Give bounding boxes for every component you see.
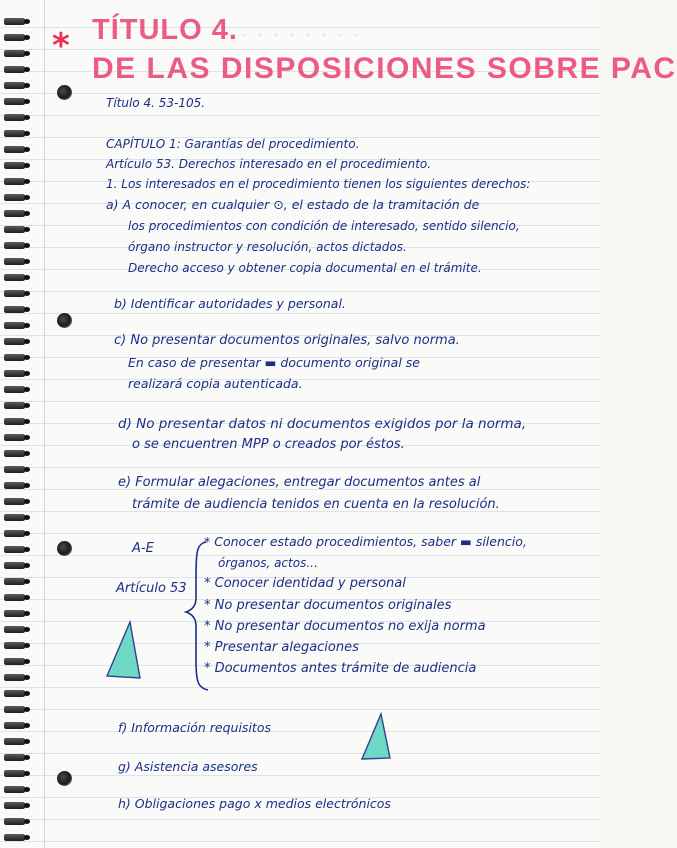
spiral-coil (4, 578, 26, 585)
summary-point: * No presentar documentos originales (204, 598, 452, 613)
spiral-coil (4, 306, 26, 313)
spiral-coil (4, 802, 26, 809)
spiral-coil (4, 450, 26, 457)
star-icon: * (52, 26, 70, 66)
item-h: h) Obligaciones pago x medios electrónicos (118, 796, 391, 811)
spiral-coil (4, 386, 26, 393)
item-a-line: los procedimientos con condición de interesado, sentido silencio, (128, 219, 520, 233)
spiral-coil (4, 818, 26, 825)
spiral-coil (4, 274, 26, 281)
spiral-coil (4, 770, 26, 777)
spiral-coil (4, 434, 26, 441)
article-heading: Artículo 53. Derechos interesado en el procedimiento. (106, 157, 432, 171)
spiral-coil (4, 482, 26, 489)
summary-point: * Documentos antes trámite de audiencia (204, 661, 477, 676)
spiral-coil (4, 610, 26, 617)
item-e-line: e) Formular alegaciones, entregar documentos antes al (118, 475, 481, 490)
item-b: b) Identificar autoridades y personal. (114, 296, 346, 311)
spiral-coil (4, 370, 26, 377)
spiral-coil (4, 210, 26, 217)
spiral-coil (4, 418, 26, 425)
spiral-coil (4, 18, 26, 25)
intro-line: 1. Los interesados en el procedimiento tienen los siguientes derechos: (106, 177, 531, 191)
spiral-coil (4, 594, 26, 601)
item-d-line: d) No presentar datos ni documentos exigidos por la norma, (118, 416, 527, 432)
summary-range: A-E (132, 541, 154, 556)
spiral-coil (4, 178, 26, 185)
spiral-coil (4, 354, 26, 361)
item-c-line: En caso de presentar ▬ documento original se (128, 355, 420, 370)
spiral-binding (0, 0, 40, 848)
teal-triangle-doodle (104, 620, 144, 682)
punch-hole (57, 771, 72, 786)
spiral-coil (4, 194, 26, 201)
item-g: g) Asistencia asesores (118, 759, 258, 774)
spiral-coil (4, 722, 26, 729)
item-f: f) Información requisitos (118, 720, 271, 735)
spiral-coil (4, 642, 26, 649)
spiral-coil (4, 338, 26, 345)
spiral-coil (4, 530, 26, 537)
item-c-line: c) No presentar documentos originales, salvo norma. (114, 333, 460, 348)
spiral-coil (4, 546, 26, 553)
bleed-through-text: · · · · · · · · (240, 18, 360, 48)
spiral-coil (4, 786, 26, 793)
spiral-coil (4, 562, 26, 569)
spiral-coil (4, 146, 26, 153)
spiral-coil (4, 242, 26, 249)
spiral-coil (4, 498, 26, 505)
margin-line (44, 0, 45, 848)
item-a-line: a) A conocer, en cualquier ⊙, el estado de la tramitación de (106, 197, 480, 212)
spiral-coil (4, 322, 26, 329)
punch-hole (57, 541, 72, 556)
spiral-coil (4, 754, 26, 761)
summary-point: * Presentar alegaciones (204, 640, 359, 655)
spiral-coil (4, 402, 26, 409)
spiral-coil (4, 66, 26, 73)
spiral-coil (4, 834, 26, 841)
spiral-coil (4, 50, 26, 57)
summary-point: * Conocer estado procedimientos, saber ▬ silencio, (204, 534, 527, 549)
spiral-coil (4, 290, 26, 297)
punch-hole (57, 85, 72, 100)
summary-label: Artículo 53 (116, 581, 187, 596)
item-c-line: realizará copia autenticada. (128, 376, 303, 391)
spiral-coil (4, 98, 26, 105)
item-a-line: órgano instructor y resolución, actos dictados. (128, 240, 407, 254)
item-d-line: o se encuentren MPP o creados por éstos. (132, 437, 405, 452)
spiral-coil (4, 162, 26, 169)
teal-triangle-doodle (358, 712, 394, 762)
summary-point: órganos, actos... (218, 556, 318, 570)
spiral-coil (4, 258, 26, 265)
title-line-1: TÍTULO 4. (92, 14, 238, 46)
spiral-coil (4, 514, 26, 521)
spiral-coil (4, 130, 26, 137)
spiral-coil (4, 82, 26, 89)
spiral-coil (4, 114, 26, 121)
spiral-coil (4, 738, 26, 745)
summary-point: * No presentar documentos no exija norma (204, 619, 486, 634)
punch-hole (57, 313, 72, 328)
spiral-coil (4, 34, 26, 41)
spiral-coil (4, 226, 26, 233)
spiral-coil (4, 706, 26, 713)
item-e-line: trámite de audiencia tenidos en cuenta en la resolución. (132, 497, 500, 512)
item-a-line: Derecho acceso y obtener copia documental en el trámite. (128, 261, 482, 275)
spiral-coil (4, 658, 26, 665)
spiral-coil (4, 690, 26, 697)
spiral-coil (4, 674, 26, 681)
chapter-heading: CAPÍTULO 1: Garantías del procedimiento. (106, 137, 360, 151)
title-reference: Título 4. 53-105. (106, 96, 206, 110)
spiral-coil (4, 466, 26, 473)
summary-point: * Conocer identidad y personal (204, 576, 406, 591)
title-line-2: DE LAS DISPOSICIONES SOBRE PAC (92, 52, 677, 85)
spiral-coil (4, 626, 26, 633)
